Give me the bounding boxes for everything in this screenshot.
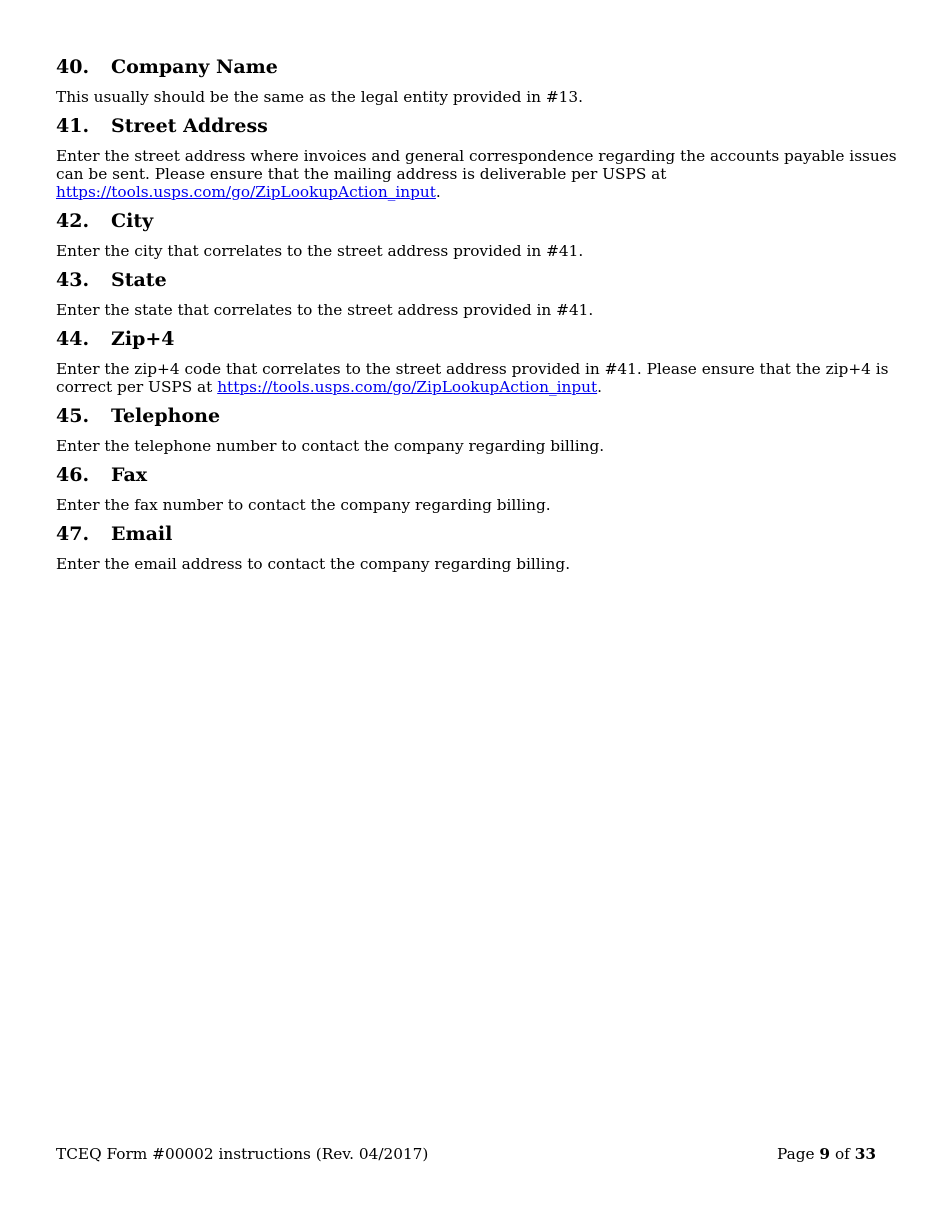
section-text-body: Enter the street address where invoices and general correspondence regarding the accounts payable issues can be sent. Please ensure that the mailing address is deliverable per USPS at: [56, 147, 897, 183]
section-text: [56, 301, 901, 319]
section-number: 43.: [56, 269, 90, 291]
section-number: 45.: [56, 405, 90, 427]
section-heading: [56, 463, 901, 487]
section-heading: [56, 327, 901, 351]
section-title: Email: [111, 523, 173, 545]
section-text-body: This usually should be the same as the legal entity provided in #13.: [56, 88, 583, 106]
section-title: Street Address: [111, 115, 268, 137]
section-title: Fax: [111, 464, 148, 486]
section-zip4: [56, 327, 901, 396]
section-email: [56, 522, 901, 573]
section-number: 40.: [56, 56, 90, 78]
section-text-body: Enter the zip+4 code that correlates to the street address provided in #41. Please ensure that the zip+4 is correct per USPS at: [56, 360, 889, 396]
section-heading: [56, 522, 901, 546]
section-title: Company Name: [111, 56, 278, 78]
section-heading: [56, 209, 901, 233]
section-heading: [56, 55, 901, 79]
usps-zip-lookup-link[interactable]: https://tools.usps.com/go/ZipLookupAction_input: [56, 183, 436, 201]
section-number: 47.: [56, 523, 90, 545]
section-text: [56, 496, 901, 514]
section-heading: [56, 268, 901, 292]
section-text-body: Enter the email address to contact the company regarding billing.: [56, 555, 571, 573]
section-number: 46.: [56, 464, 90, 486]
section-text: [56, 437, 901, 455]
footer-page-number: [777, 1144, 876, 1164]
document-body: [56, 55, 901, 581]
section-company-name: [56, 55, 901, 106]
section-text-body: Enter the state that correlates to the street address provided in #41.: [56, 301, 594, 319]
page-current: 9: [819, 1145, 831, 1163]
section-title: City: [111, 210, 154, 232]
section-number: 41.: [56, 115, 90, 137]
section-text-end: .: [435, 183, 441, 201]
section-text: [56, 242, 901, 260]
section-telephone: [56, 404, 901, 455]
section-text: [56, 147, 901, 201]
page-of: of: [834, 1145, 850, 1163]
usps-zip-lookup-link[interactable]: https://tools.usps.com/go/ZipLookupAction_input: [217, 378, 598, 396]
section-city: [56, 209, 901, 260]
section-text-body: Enter the fax number to contact the company regarding billing.: [56, 496, 551, 514]
page-footer: [56, 1144, 876, 1164]
section-title: State: [111, 269, 167, 291]
section-text: [56, 555, 901, 573]
section-fax: [56, 463, 901, 514]
section-text: [56, 88, 901, 106]
section-street-address: [56, 114, 901, 201]
section-text-body: Enter the city that correlates to the street address provided in #41.: [56, 242, 584, 260]
section-title: Zip+4: [111, 328, 175, 350]
section-heading: [56, 404, 901, 428]
section-text-body: Enter the telephone number to contact the company regarding billing.: [56, 437, 605, 455]
page-total: 33: [854, 1145, 876, 1163]
section-number: 42.: [56, 210, 90, 232]
section-text-end: .: [597, 378, 602, 396]
section-number: 44.: [56, 328, 90, 350]
page-prefix: Page: [776, 1145, 815, 1163]
section-text: [56, 360, 901, 396]
footer-form-id: TCEQ Form #00002 instructions (Rev. 04/2017): [56, 1145, 429, 1163]
section-state: [56, 268, 901, 319]
section-title: Telephone: [111, 405, 221, 427]
section-heading: [56, 114, 901, 138]
